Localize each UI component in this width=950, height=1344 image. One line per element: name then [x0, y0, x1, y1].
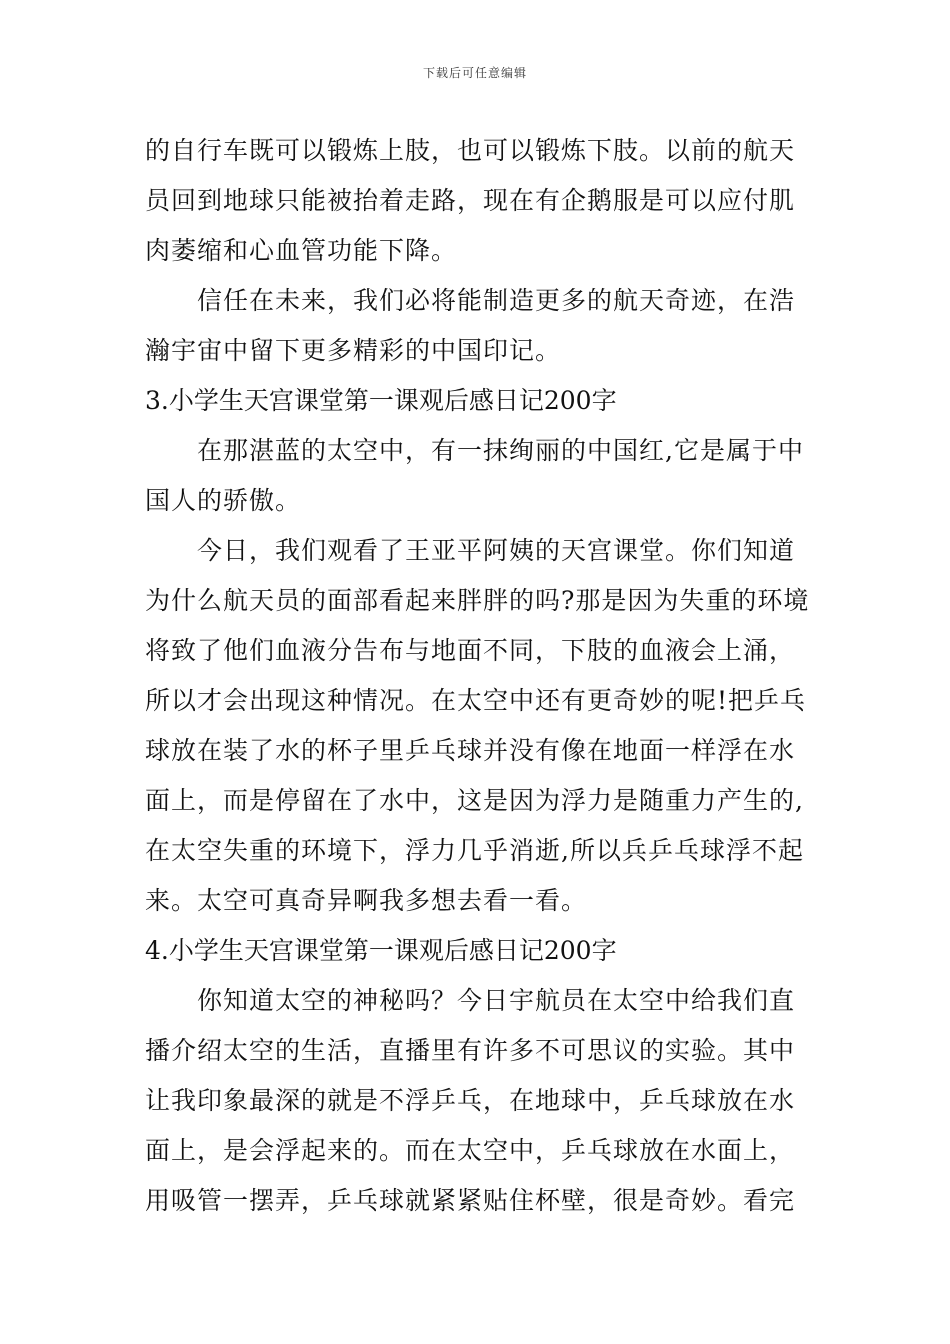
text-line: 瀚宇宙中留下更多精彩的中国印记。 — [145, 336, 562, 365]
text-line: 将致了他们血液分告布与地面不同，下肢的血液会上涌， — [145, 636, 796, 665]
text-line: 的自行车既可以锻炼上肢，也可以锻炼下肢。以前的航天 — [145, 136, 796, 165]
document-body — [145, 126, 813, 1226]
text-line: 国人的骄傲。 — [145, 486, 302, 515]
paragraph-start-line: 在那湛蓝的太空中，有一抹绚丽的中国红,它是属于中 — [197, 436, 804, 465]
page-header: 下载后可任意编辑 — [422, 66, 527, 80]
text-line: 为什么航天员的面部看起来胖胖的吗?那是因为失重的环境 — [145, 586, 810, 615]
text-line: 让我印象最深的就是不浮乒乓，在地球中，乒乓球放在水 — [145, 1086, 796, 1115]
text-line: 肉萎缩和心血管功能下降。 — [145, 236, 458, 265]
text-line: 球放在装了水的杯子里乒乓球并没有像在地面一样浮在水 — [145, 736, 796, 765]
text-line: 面上，是会浮起来的。而在太空中，乒乓球放在水面上， — [145, 1136, 796, 1165]
text-line: 在太空失重的环境下，浮力几乎消逝,所以兵乒乓球浮不起 — [145, 836, 804, 865]
section-heading-4: 4.小学生天宫课堂第一课观后感日记200字 — [145, 936, 617, 965]
text-line: 面上，而是停留在了水中，这是因为浮力是随重力产生的, — [145, 786, 804, 815]
text-line: 用吸管一摆弄，乒乓球就紧紧贴住杯壁，很是奇妙。看完 — [145, 1186, 796, 1215]
paragraph-start-line: 信任在未来，我们必将能制造更多的航天奇迹，在浩 — [197, 286, 796, 315]
section-heading-3: 3.小学生天宫课堂第一课观后感日记200字 — [145, 386, 617, 415]
text-line: 播介绍太空的生活，直播里有许多不可思议的实验。其中 — [145, 1036, 796, 1065]
text-line: 员回到地球只能被抬着走路，现在有企鹅服是可以应付肌 — [145, 186, 796, 215]
text-line: 来。太空可真奇异啊我多想去看一看。 — [145, 886, 588, 915]
text-line: 所以才会出现这种情况。在太空中还有更奇妙的呢!把乒乓 — [145, 686, 807, 715]
paragraph-start-line: 今日，我们观看了王亚平阿姨的天宫课堂。你们知道 — [197, 536, 796, 565]
paragraph-start-line: 你知道太空的神秘吗？今日宇航员在太空中给我们直 — [197, 986, 796, 1015]
